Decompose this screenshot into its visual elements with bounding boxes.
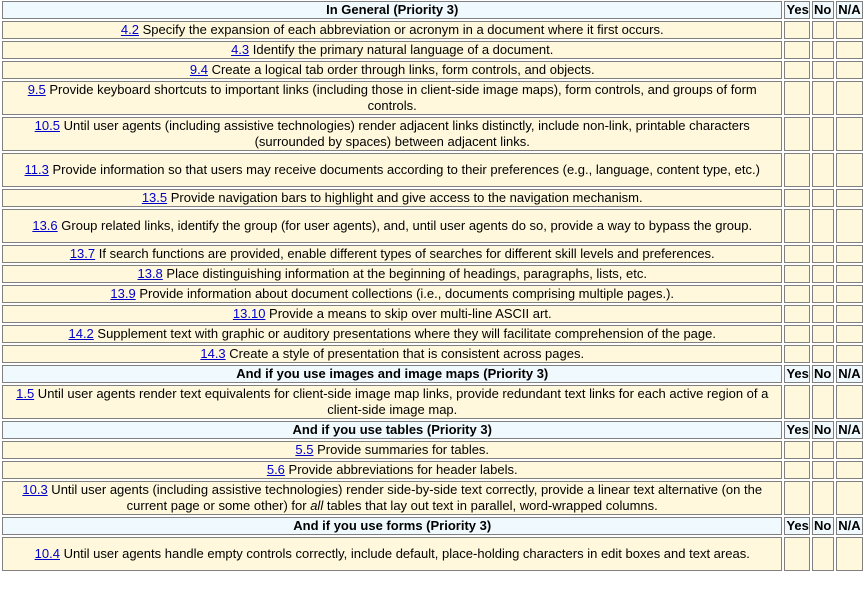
section-header-row [2,1,863,19]
yes-cell[interactable] [784,385,809,419]
checkpoint-link[interactable]: 13.8 [137,266,163,281]
yes-column-header: Yes [786,2,809,17]
yes-cell[interactable] [784,285,809,303]
na-cell[interactable] [836,285,863,303]
checkpoint-text-cell [2,481,782,515]
no-column-header: No [812,1,834,19]
no-cell[interactable] [812,345,834,363]
checkpoint-text-cell [2,345,782,363]
checkpoint-link[interactable]: 13.10 [232,306,266,321]
checkpoint-text-cell [2,21,782,39]
checkpoint-emphasis: all [310,498,324,513]
checkpoint-row [2,245,863,263]
checkpoint-link[interactable]: 1.5 [16,386,35,401]
yes-cell[interactable] [784,265,809,283]
na-cell[interactable] [836,441,863,459]
yes-cell[interactable] [784,153,809,187]
checkpoint-text: Group related links, identify the group (for user agents), and, until user agents do so, provide a way to bypass the group. [57,218,753,233]
checkpoint-row [2,325,863,343]
na-cell[interactable] [836,305,863,323]
checkpoint-row [2,189,863,207]
na-cell[interactable] [836,117,863,151]
checkpoint-row [2,21,863,39]
yes-cell[interactable] [784,325,809,343]
no-cell[interactable] [812,117,834,151]
na-cell[interactable] [836,189,863,207]
checkpoint-text-cell [2,441,782,459]
checkpoint-link[interactable]: 14.3 [200,346,226,361]
checkpoint-text: Create a logical tab order through links, form controls, and objects. [207,62,595,77]
checkpoint-text-cell [2,285,782,303]
checkpoint-text: Place distinguishing information at the beginning of headings, paragraphs, lists, etc. [162,266,647,281]
no-cell[interactable] [812,153,834,187]
checkpoint-link[interactable]: 13.5 [141,190,168,205]
yes-cell[interactable] [784,61,809,79]
yes-cell[interactable] [784,21,809,39]
checkpoint-text-cell [2,461,782,479]
checkpoint-text: Specify the expansion of each abbreviation or acronym in a document where it first occurs. [138,22,664,37]
checkpoint-link[interactable]: 4.2 [120,22,139,37]
checkpoint-row [2,153,863,187]
no-column-header: No [812,365,834,383]
checkpoint-row [2,481,863,515]
checkpoint-text-cell [2,189,782,207]
no-cell[interactable] [812,325,834,343]
no-cell[interactable] [812,41,834,59]
checkpoint-row [2,285,863,303]
na-cell[interactable] [836,61,863,79]
yes-cell[interactable] [784,81,809,115]
yes-column-header: Yes [786,518,809,533]
checkpoint-text: Provide keyboard shortcuts to important links (including those in client-side image maps), form controls, and groups of form controls. [45,82,757,113]
checkpoint-text: Provide a means to skip over multi-line ASCII art. [265,306,552,321]
no-cell[interactable] [812,481,834,515]
section-title: In General (Priority 3) [2,1,782,19]
checkpoint-row [2,537,863,571]
checkpoint-text: Until user agents render text equivalents for client-side image map links, provide redundant text links for each active region of a client-side image map. [34,386,769,417]
na-cell[interactable] [836,81,863,115]
checkpoint-text-cell [2,81,782,115]
na-cell[interactable] [836,537,863,571]
checkpoint-text-cell [2,537,782,571]
na-cell[interactable] [836,345,863,363]
yes-cell[interactable] [784,209,809,243]
checklist-body [2,1,863,571]
yes-cell[interactable] [784,461,809,479]
no-column-header: No [812,421,834,439]
checkpoint-row [2,41,863,59]
na-cell[interactable] [836,265,863,283]
checkpoint-link[interactable]: 5.5 [295,442,314,457]
checkpoint-text: Provide information so that users may receive documents according to their preferences (e.g., language, content type, etc.) [48,162,760,177]
no-cell[interactable] [812,305,834,323]
checkpoint-text-cell [2,305,782,323]
yes-cell[interactable] [784,245,809,263]
yes-column-header: Yes [786,366,809,381]
checkpoint-text-cell [2,325,782,343]
checkpoint-link[interactable]: 10.5 [34,118,60,133]
checkpoint-text: Identify the primary natural language of a document. [249,42,554,57]
yes-cell[interactable] [784,117,809,151]
checkpoint-text: Create a style of presentation that is consistent across pages. [225,346,585,361]
checkpoint-row [2,305,863,323]
yes-cell[interactable] [784,41,809,59]
checkpoint-row [2,265,863,283]
checkpoint-text-cell [2,61,782,79]
checkpoint-row [2,441,863,459]
checkpoint-row [2,345,863,363]
yes-cell[interactable] [784,305,809,323]
na-cell[interactable] [836,461,863,479]
checkpoint-text-cell [2,209,782,243]
no-cell[interactable] [812,189,834,207]
checkpoint-text-cell [2,245,782,263]
checkpoint-link[interactable]: 9.5 [27,82,46,97]
checkpoint-row [2,209,863,243]
no-cell[interactable] [812,21,834,39]
checkpoint-link[interactable]: 4.3 [231,42,250,57]
checkpoint-text: Until user agents handle empty controls correctly, include default, place-holding characters in edit boxes and text areas. [59,546,750,561]
section-title: And if you use forms (Priority 3) [2,517,782,535]
checkpoint-link[interactable]: 13.6 [32,218,58,233]
checkpoint-text: Supplement text with graphic or auditory presentations where they will facilitate comprehension of the page. [93,326,716,341]
no-cell[interactable] [812,265,834,283]
checkpoint-row [2,61,863,79]
checkpoint-link[interactable]: 10.4 [34,546,60,561]
checkpoint-link[interactable]: 5.6 [266,462,285,477]
checkpoint-link[interactable]: 13.9 [110,286,136,301]
checkpoint-link[interactable]: 9.4 [189,62,208,77]
section-header-row [2,421,863,439]
section-header-row [2,365,863,383]
section-header-row [2,517,863,535]
na-cell[interactable] [836,209,863,243]
yes-cell[interactable] [784,189,809,207]
checkpoint-link[interactable]: 10.3 [22,482,48,497]
no-cell[interactable] [812,61,834,79]
checkpoint-text: If search functions are provided, enable different types of searches for different skill levels and preferences. [95,246,715,261]
no-cell[interactable] [812,285,834,303]
checkpoint-text-cell [2,265,782,283]
yes-cell[interactable] [784,481,809,515]
yes-cell[interactable] [784,441,809,459]
na-column-header: N/A [836,517,863,535]
checkpoint-row [2,117,863,151]
checkpoint-text: Provide navigation bars to highlight and give access to the navigation mechanism. [167,190,643,205]
section-title: And if you use tables (Priority 3) [2,421,782,439]
yes-cell[interactable] [784,537,809,571]
no-cell[interactable] [812,441,834,459]
no-cell[interactable] [812,81,834,115]
checkpoint-text: Provide information about document collections (i.e., documents comprising multiple pages.). [135,286,675,301]
no-cell[interactable] [812,537,834,571]
no-column-header: No [812,517,834,535]
na-column-header: N/A [836,365,863,383]
na-column-header: N/A [836,1,863,19]
checkpoint-text: Until user agents (including assistive technologies) render adjacent links distinctly, include non-link, printable characters (surrounded by spaces) between adjacent links. [59,118,750,149]
checkpoint-link[interactable]: 11.3 [24,162,49,177]
checkpoint-text: Until user agents (including assistive technologies) render side-by-side text correctly, provide a linear text alternative (on the current page or some other) for [47,482,763,513]
checkpoint-text-cell [2,117,782,151]
no-cell[interactable] [812,245,834,263]
section-title: And if you use images and image maps (Priority 3) [2,365,782,383]
na-cell[interactable] [836,21,863,39]
no-cell[interactable] [812,461,834,479]
na-column-header: N/A [836,421,863,439]
checkpoint-text: Provide abbreviations for header labels. [284,462,518,477]
checkpoint-text-cell [2,41,782,59]
checkpoint-link[interactable]: 14.2 [68,326,94,341]
checkpoint-text-cell [2,385,782,419]
yes-column-header: Yes [786,422,809,437]
na-cell[interactable] [836,245,863,263]
checkpoint-text-cell [2,153,782,187]
checkpoint-text: tables that lay out text in parallel, word-wrapped columns. [323,498,658,513]
yes-cell[interactable] [784,345,809,363]
checkpoint-row [2,81,863,115]
na-cell[interactable] [836,481,863,515]
checkpoint-row [2,461,863,479]
checkpoint-link[interactable]: 13.7 [69,246,96,261]
na-cell[interactable] [836,325,863,343]
na-cell[interactable] [836,41,863,59]
na-cell[interactable] [836,153,863,187]
no-cell[interactable] [812,209,834,243]
checkpoint-row [2,385,863,419]
na-cell[interactable] [836,385,863,419]
checkpoint-text: Provide summaries for tables. [313,442,490,457]
no-cell[interactable] [812,385,834,419]
